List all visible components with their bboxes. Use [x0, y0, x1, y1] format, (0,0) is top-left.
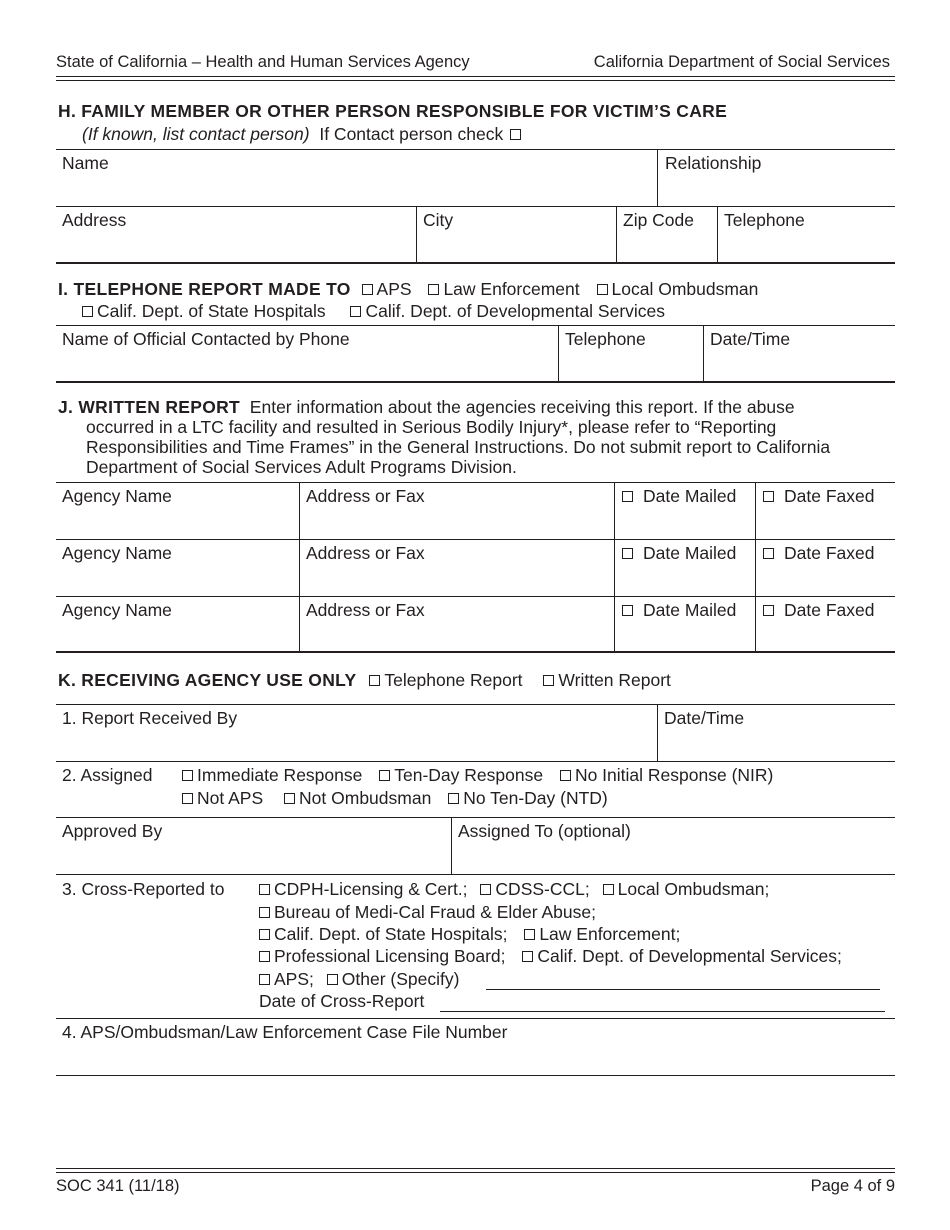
j-row2-agency-field[interactable] — [56, 540, 299, 595]
k-state-hospitals[interactable]: Calif. Dept. of State Hospitals; — [259, 924, 507, 944]
i-state-hospitals-checkbox[interactable] — [82, 306, 93, 317]
k-datetime-label: Date/Time — [664, 708, 745, 728]
header-department: California Department of Social Services — [593, 53, 890, 71]
i-datetime-label: Date/Time — [710, 329, 791, 349]
k-telephone-report-checkbox[interactable] — [369, 675, 380, 686]
k-not-aps[interactable]: Not APS — [182, 788, 263, 808]
k-date-cross-report-label: Date of Cross-Report — [259, 991, 425, 1011]
j-row1-mailed[interactable]: Date Mailed — [622, 488, 736, 506]
h-rule-bottom — [56, 262, 895, 264]
j-row3-address-field[interactable] — [300, 597, 614, 651]
j-row2-address-field[interactable] — [300, 540, 614, 595]
k-no-ten-day-checkbox[interactable] — [448, 793, 459, 804]
k-rule-4 — [56, 874, 895, 875]
k-not-aps-checkbox[interactable] — [182, 793, 193, 804]
k-immediate-response[interactable]: Immediate Response — [182, 765, 362, 785]
h-address-field[interactable] — [56, 207, 416, 262]
contact-person-checkbox[interactable] — [510, 129, 521, 140]
k-professional-licensing[interactable]: Professional Licensing Board; — [259, 946, 506, 966]
j-rule-bottom — [56, 651, 895, 653]
k-cross-row3 — [259, 926, 680, 944]
k-option-telephone-report[interactable]: Telephone Report — [369, 670, 522, 690]
section-h-subtitle-italic: (If known, list contact person) — [82, 124, 310, 144]
i-option-law-enforcement[interactable]: Law Enforcement — [428, 279, 579, 299]
k-immediate-response-checkbox[interactable] — [182, 770, 193, 781]
j-row1-address-field[interactable] — [300, 483, 614, 538]
k-developmental-services-checkbox[interactable] — [522, 951, 533, 962]
k-medi-cal-fraud-checkbox[interactable] — [259, 907, 270, 918]
k-no-initial-response-checkbox[interactable] — [560, 770, 571, 781]
k-ten-day-response[interactable]: Ten-Day Response — [379, 765, 543, 785]
h-city-field[interactable] — [417, 207, 616, 262]
k-cross-row4 — [259, 948, 842, 966]
j-row3-faxed[interactable]: Date Faxed — [763, 602, 874, 620]
k-local-ombudsman[interactable]: Local Ombudsman; — [603, 879, 770, 899]
section-h-subtitle — [82, 126, 525, 144]
k-cross-row5 — [259, 971, 459, 989]
k-aps[interactable]: APS; — [259, 969, 314, 989]
footer-page-number: Page 4 of 9 — [810, 1177, 895, 1195]
k-not-ombudsman[interactable]: Not Ombudsman — [284, 788, 431, 808]
k-assigned-to-label: Assigned To (optional) — [458, 821, 631, 841]
k-case-file-field[interactable] — [56, 1019, 895, 1074]
k-assigned-label: 2. Assigned — [62, 765, 153, 785]
h-address-label: Address — [62, 210, 127, 230]
k-approved-by-label: Approved By — [62, 821, 163, 841]
k-professional-licensing-checkbox[interactable] — [259, 951, 270, 962]
j-divider-faxed — [755, 482, 756, 652]
header-rule-1 — [56, 76, 895, 77]
k-received-by-field[interactable] — [56, 705, 657, 760]
k-cdph-licensing[interactable]: CDPH-Licensing & Cert.; — [259, 879, 468, 899]
j-row3-address-label: Address or Fax — [306, 600, 425, 620]
j-row3-agency-field[interactable] — [56, 597, 299, 651]
i-aps-checkbox[interactable] — [362, 284, 373, 295]
footer-rule-1 — [56, 1168, 895, 1169]
section-i-title: I. TELEPHONE REPORT MADE TO — [58, 279, 351, 299]
k-law-enforcement[interactable]: Law Enforcement; — [524, 924, 680, 944]
i-official-label: Name of Official Contacted by Phone — [62, 329, 350, 349]
k-state-hospitals-checkbox[interactable] — [259, 929, 270, 940]
header-rule-2 — [56, 80, 895, 81]
k-assigned-to-field[interactable] — [452, 818, 895, 873]
k-other-specify-line[interactable] — [486, 989, 880, 990]
k-cross-reported-label: 3. Cross-Reported to — [62, 879, 225, 899]
j-divider-mailed — [614, 482, 615, 652]
j-row1-agency-field[interactable] — [56, 483, 299, 538]
h-zip-field[interactable] — [617, 207, 717, 262]
h-city-label: City — [423, 210, 454, 230]
j-row1-faxed[interactable]: Date Faxed — [763, 488, 874, 506]
j-row2-address-label: Address or Fax — [306, 543, 425, 563]
k-date-cross-report-line[interactable] — [440, 1011, 885, 1012]
i-option-aps[interactable]: APS — [362, 279, 412, 299]
section-h-title: H. FAMILY MEMBER OR OTHER PERSON RESPONSIBLE FOR VICTIM’S CARE — [58, 101, 728, 121]
i-option-local-ombudsman[interactable]: Local Ombudsman — [597, 279, 759, 299]
k-cross-row1 — [259, 881, 769, 899]
k-cdph-licensing-checkbox[interactable] — [259, 884, 270, 895]
k-option-written-report[interactable]: Written Report — [543, 670, 671, 690]
i-developmental-services-checkbox[interactable] — [350, 306, 361, 317]
i-rule-bottom — [56, 381, 895, 383]
k-assigned-row1 — [182, 767, 773, 785]
k-case-file-label: 4. APS/Ombudsman/Law Enforcement Case File Number — [62, 1022, 508, 1042]
j-row1-agency-label: Agency Name — [62, 486, 172, 506]
h-telephone-field[interactable] — [718, 207, 895, 262]
j-row3-mailed-checkbox[interactable] — [622, 605, 633, 616]
j-row3-agency-label: Agency Name — [62, 600, 172, 620]
j-row2-agency-label: Agency Name — [62, 543, 172, 563]
h-name-field[interactable] — [56, 150, 657, 205]
i-telephone-field[interactable] — [559, 326, 703, 381]
k-no-ten-day[interactable]: No Ten-Day (NTD) — [448, 788, 608, 808]
k-cross-row2 — [259, 904, 596, 922]
j-row2-faxed[interactable]: Date Faxed — [763, 545, 874, 563]
k-aps-checkbox[interactable] — [259, 974, 270, 985]
j-row1-address-label: Address or Fax — [306, 486, 425, 506]
i-datetime-field[interactable] — [704, 326, 895, 381]
k-rule-bottom — [56, 1075, 895, 1076]
section-j-line4: Department of Social Services Adult Programs Division. — [86, 457, 517, 477]
section-j-line3: Responsibilities and Time Frames” in the General Instructions. Do not submit report to California — [86, 437, 831, 457]
i-option-state-hospitals[interactable]: Calif. Dept. of State Hospitals — [82, 301, 326, 321]
section-h-subtitle-check: If Contact person check — [319, 124, 504, 144]
h-relationship-label: Relationship — [665, 153, 762, 173]
k-medi-cal-fraud[interactable]: Bureau of Medi-Cal Fraud & Elder Abuse; — [259, 902, 596, 922]
j-row3-mailed[interactable]: Date Mailed — [622, 602, 736, 620]
section-k-header — [58, 672, 671, 690]
k-received-by-label: 1. Report Received By — [62, 708, 238, 728]
k-local-ombudsman-checkbox[interactable] — [603, 884, 614, 895]
section-i-row2 — [82, 303, 665, 321]
section-j-line2: occurred in a LTC facility and resulted in Serious Bodily Injury*, please refer to “Reporting — [86, 417, 777, 437]
j-row3-faxed-checkbox[interactable] — [763, 605, 774, 616]
h-zip-label: Zip Code — [623, 210, 695, 230]
k-law-enforcement-checkbox[interactable] — [524, 929, 535, 940]
k-datetime-field[interactable] — [658, 705, 895, 760]
k-other[interactable]: Other (Specify) — [327, 969, 460, 989]
k-not-ombudsman-checkbox[interactable] — [284, 793, 295, 804]
k-cdss-ccl-checkbox[interactable] — [480, 884, 491, 895]
section-j-title: J. WRITTEN REPORT — [58, 397, 241, 417]
k-written-report-checkbox[interactable] — [543, 675, 554, 686]
header-agency: State of California – Health and Human Services Agency — [56, 53, 470, 71]
i-law-enforcement-checkbox[interactable] — [428, 284, 439, 295]
j-row2-faxed-checkbox[interactable] — [763, 548, 774, 559]
j-row1-mailed-checkbox[interactable] — [622, 491, 633, 502]
i-official-field[interactable] — [56, 326, 558, 381]
k-no-initial-response[interactable]: No Initial Response (NIR) — [560, 765, 773, 785]
section-j-line1: J. WRITTEN REPORT Enter information about the agencies receiving this report. If the abuse — [58, 397, 795, 417]
j-row2-mailed[interactable]: Date Mailed — [622, 545, 736, 563]
footer-rule-2 — [56, 1172, 895, 1173]
i-local-ombudsman-checkbox[interactable] — [597, 284, 608, 295]
k-approved-by-field[interactable] — [56, 818, 451, 873]
footer-form-number: SOC 341 (11/18) — [56, 1177, 180, 1195]
k-cdss-ccl[interactable]: CDSS-CCL; — [480, 879, 589, 899]
i-telephone-label: Telephone — [565, 329, 646, 349]
j-row2-mailed-checkbox[interactable] — [622, 548, 633, 559]
section-i-row1 — [58, 281, 758, 299]
k-rule-2 — [56, 761, 895, 762]
i-option-developmental-services[interactable]: Calif. Dept. of Developmental Services — [350, 301, 665, 321]
k-ten-day-response-checkbox[interactable] — [379, 770, 390, 781]
k-other-checkbox[interactable] — [327, 974, 338, 985]
h-name-label: Name — [62, 153, 109, 173]
j-row1-faxed-checkbox[interactable] — [763, 491, 774, 502]
section-k-title: K. RECEIVING AGENCY USE ONLY — [58, 670, 357, 690]
k-assigned-row2 — [182, 790, 608, 808]
k-developmental-services[interactable]: Calif. Dept. of Developmental Services; — [522, 946, 841, 966]
h-relationship-field[interactable] — [658, 150, 895, 205]
h-telephone-label: Telephone — [724, 210, 805, 230]
